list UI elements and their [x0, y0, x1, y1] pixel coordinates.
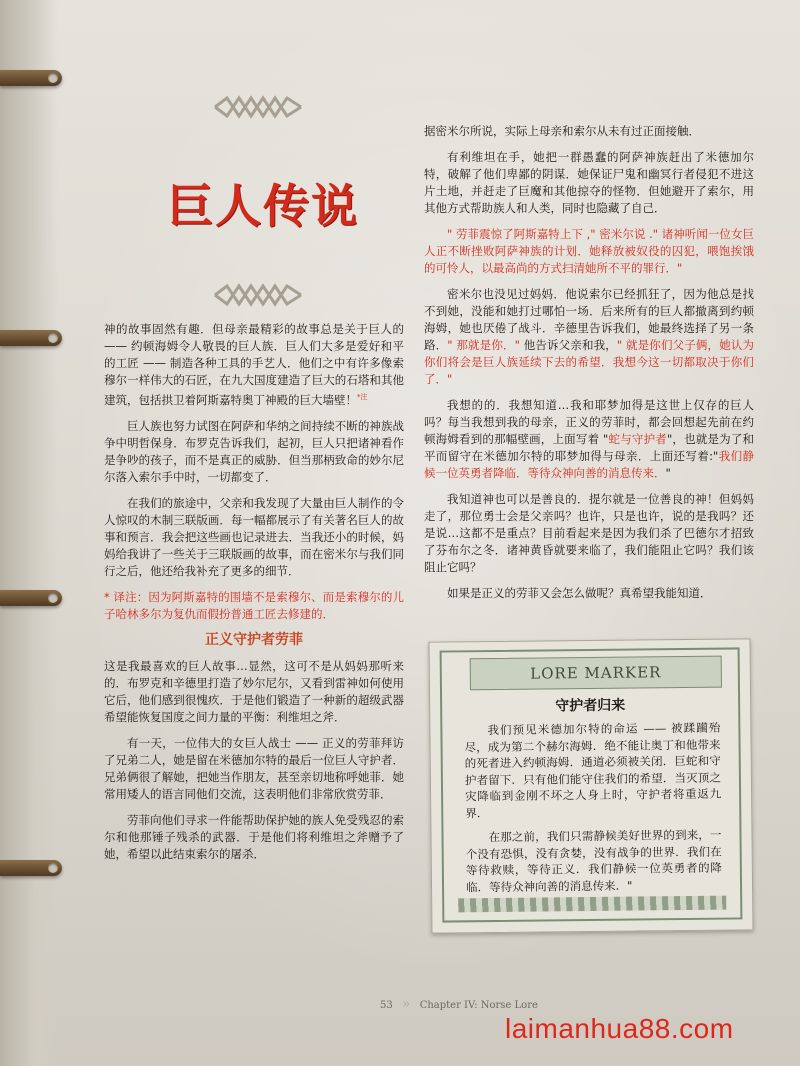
page-title: 巨人传说	[167, 179, 359, 233]
knot-ornament-icon	[213, 282, 303, 308]
paragraph: 据密米尔所说，实际上母亲和索尔从未有过正面接触．	[424, 124, 700, 138]
paragraph: 劳菲向他们寻求一件能帮助保护她的族人免受残忍的索尔和他那锤子残杀的武器．于是他们将利维坦之斧赠予了她，希望以此结束索尔的屠杀．	[104, 812, 404, 861]
footnote-marker: *注	[357, 393, 368, 401]
chevron-right-icon: »	[401, 996, 411, 1012]
chapter-label: Chapter IV: Norse Lore	[419, 1000, 538, 1011]
watermark: laimanhua88.com	[505, 1013, 734, 1044]
lore-marker-title: 守护者归来	[555, 697, 626, 715]
paragraph: 我知道神也可以是善良的．提尔就是一位善良的神！但妈妈走了，那位勇士会是父亲吗？也许，只是也许，说的是我吗？还是说…这都不是重点？目前看起来是因为我们杀了巴德尔才招致了芬布尔之冬．诸神黄昏就要来临了，我们能阻止它吗？我们该阻止它吗？	[424, 492, 754, 574]
quote-paragraph: " 劳菲震惊了阿斯嘉特上下 ," 密米尔说 ." 诸神听闻一位女巨人正不断挫败阿萨神族的计划．她释放被奴役的囚犯，喂饱挨饿的可怜人，以最高尚的方式扫清她所不平的罪行．"	[424, 227, 754, 275]
binding-ring	[0, 70, 62, 86]
page-number: 53	[380, 1000, 393, 1011]
binding-ring	[0, 860, 62, 876]
paragraph: 我们预见米德加尔特的命运 —— 被蹂躏殆尽，成为第二个赫尔海姆．绝不能让奥丁和他带来的死者进入约顿海姆．通道必须被关闭．巨蛇和守护者留下．只有他们能守住我们的希望．当灭顶之灾降临到金刚不坏之人身上时，守护者将重返九界．	[464, 720, 722, 820]
knot-ornament-icon	[213, 94, 303, 120]
paragraph: 巨人族也努力试图在阿萨和华纳之间持续不断的神族战争中明哲保身．布罗克告诉我们，起初，巨人只把诸神看作是争吵的孩子，而不是真正的威胁．但当那柄致命的妙尔尼尔落入索尔手中时，一切都变了．	[104, 418, 404, 484]
page-footer	[380, 996, 538, 1012]
lore-marker-card	[428, 638, 753, 933]
binding-strip	[0, 0, 58, 1066]
paragraph: 密米尔也没见过妈妈．他说索尔已经抓狂了，因为他总是找不到她，没能和她打过哪怕一场．后来所有的巨人都撤离到约顿海姆，她也厌倦了战斗．辛德里告诉我们，她最终选择了另一条路．" 那就是你．" 他告诉父亲和我，" 就是你们父子俩，她认为你们将会是巨人族延续下去的希望．我想今这一切都取决于你们了．"	[424, 287, 754, 386]
lore-marker-border-pattern	[458, 896, 726, 913]
binding-ring	[0, 330, 62, 346]
paragraph: 有一天，一位伟大的女巨人战士 —— 正义的劳菲拜访了兄弟二人，她是留在米德加尔特的最后一位巨人守护者．兄弟俩很了解她，把她当作朋友，甚至亲切地称呼她菲．她常用矮人的语言同他们交流，这表明他们非常欣赏劳菲．	[104, 735, 404, 801]
paragraph: 如果是正义的劳菲又会怎么做呢？真希望我能知道．	[447, 586, 712, 600]
paragraph: 在那之前，我们只需静候美好世界的到来，一个没有恐惧，没有贪婪，没有战争的世界．我们在等待救赎，等待正义．我们静候一位英勇者的降临．等待众神向善的消息传来．"	[465, 827, 722, 894]
paragraph: 有利维坦在手，她把一群愚蠢的阿萨神族赶出了米德加尔特，破解了他们卑鄙的阴谋．她保证尸鬼和幽冥行者侵犯不进这片土地，并赶走了巨魔和其他掠夺的怪物．但她避开了索尔，用其他方式帮助族人和人类，同时也隐藏了自己．	[424, 150, 754, 215]
translator-note: * 译注：因为阿斯嘉特的围墙不是索穆尔、而是索穆尔的儿子哈林多尔为复仇而假扮普通工匠去修建的．	[104, 589, 404, 621]
lore-marker-body	[464, 720, 722, 904]
right-column	[424, 123, 754, 611]
paragraph: 这是我最喜欢的巨人故事…显然，这可不是从妈妈那听来的．布罗克和辛德里打造了妙尔尼尔，又看到雷神如何使用它后，他们感到很愧疚．于是他们锻造了一种新的超级武器希望能恢复国度之间力量的平衡：利维坦之斧．	[104, 658, 404, 724]
paragraph: 在我们的旅途中，父亲和我发现了大量由巨人制作的令人惊叹的木制三联版画．每一幅都展示了有关著名巨人的故事和预言．我会把这些画也记录进去．当我还小的时候，妈妈给我讲了一些关于三联版画的故事，而在密米尔与我们同行之后，他还给我补充了更多的细节．	[104, 495, 404, 578]
left-column	[104, 321, 404, 872]
lore-marker-header: LORE MARKER	[470, 656, 722, 691]
paragraph: 神的故事固然有趣．但母亲最精彩的故事总是关于巨人的 —— 约顿海姆令人敬畏的巨人族．巨人们大多是爱好和平的工匠 —— 制造各种工具的手艺人．他们之中有许多像索穆尔一样伟大的石匠，在九大国度建造了巨大的石塔和其他建筑，包括拱卫着阿斯嘉特奥丁神殿的巨大墙壁！$^{*注}$	[104, 322, 404, 407]
lore-marker-frame	[440, 647, 743, 922]
paragraph: 我想的的．我想知道…我和耶梦加得是这世上仅存的巨人吗？每当我想到我的母亲，正义的劳菲时，都会回想起先前在约顿海姆看到的那幅壁画，上面写着 "蛇与守护者"，也就是为了和平而留守在米德加尔特的耶梦加得与母亲．上面还写着:"我们静候一位英勇者降临．等待众神向善的消息传来．"	[424, 398, 754, 480]
section-subheading: 正义守护者劳菲	[205, 631, 303, 648]
binding-ring	[0, 590, 62, 606]
